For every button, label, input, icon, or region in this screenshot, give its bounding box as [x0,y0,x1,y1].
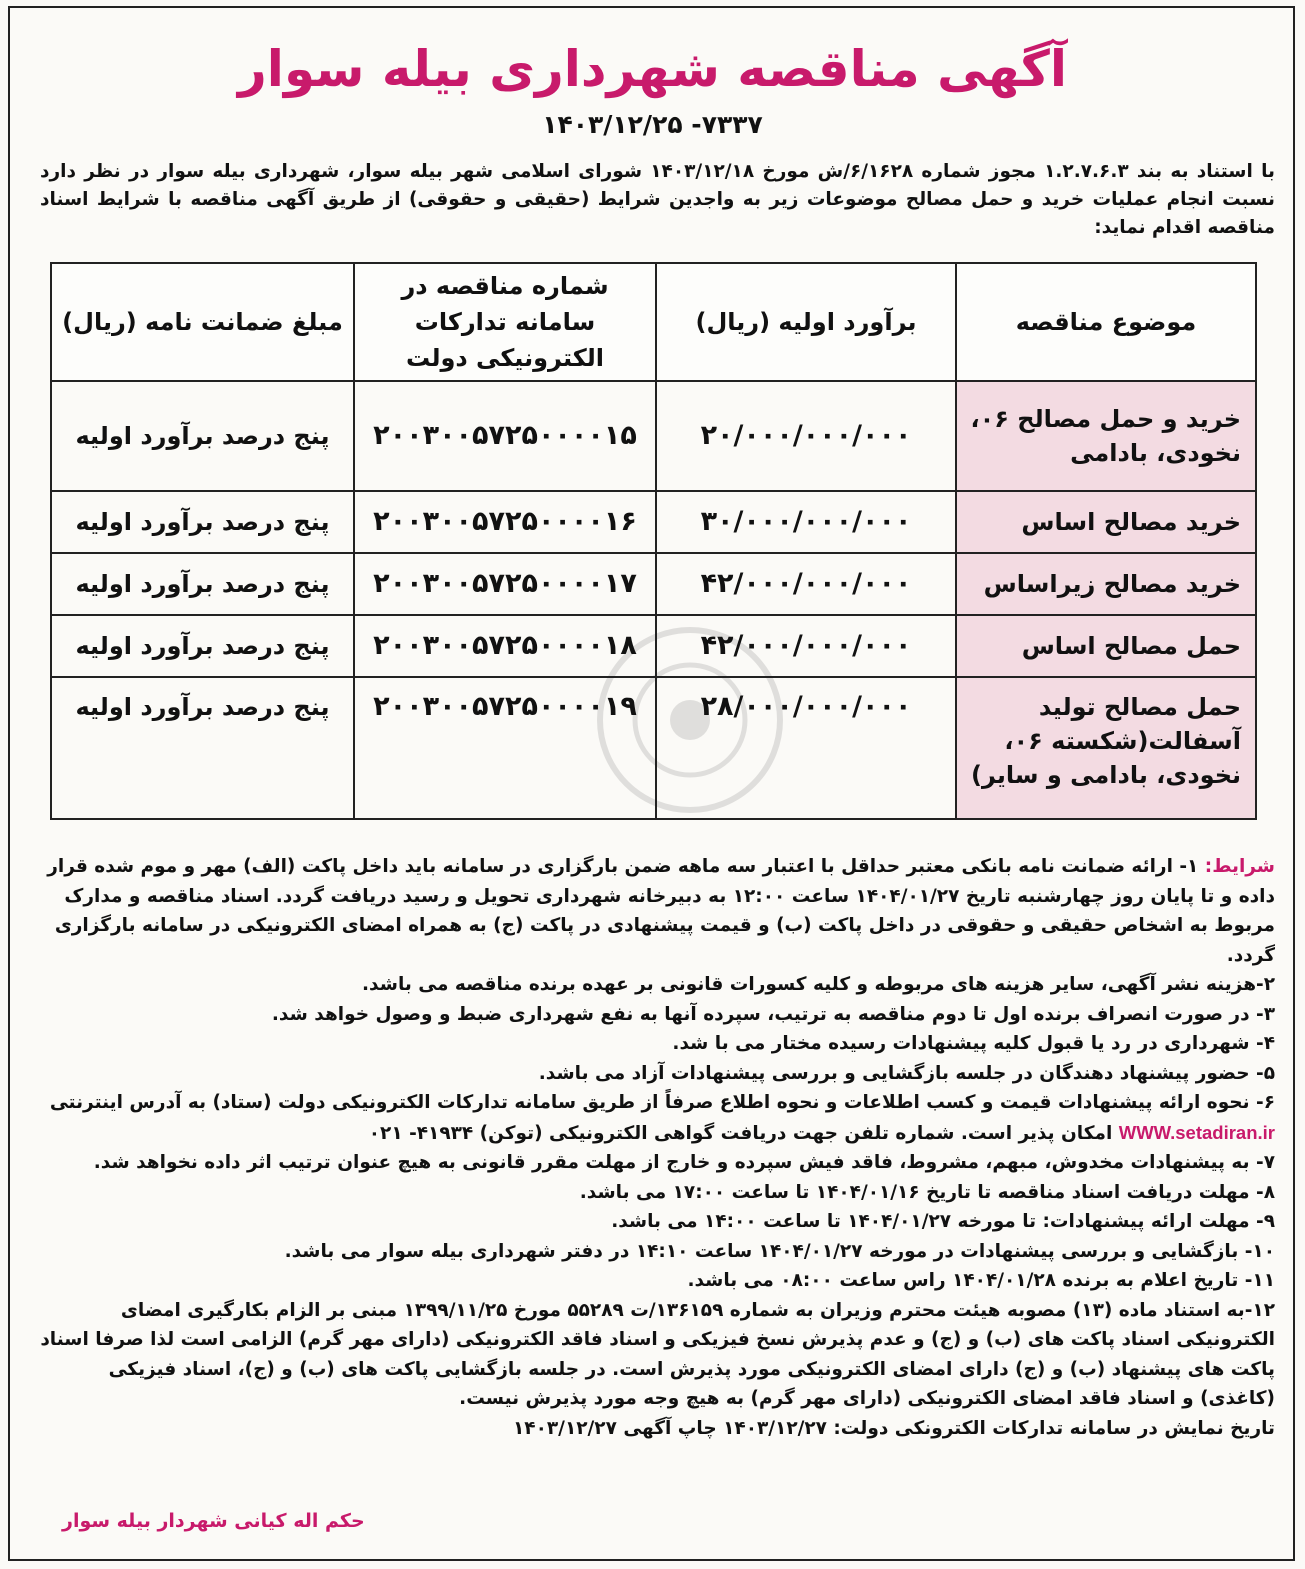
cell-subject: حمل مصالح اساس [956,615,1256,677]
cell-guarantee: پنج درصد برآورد اولیه [51,491,354,553]
cell-subject: خرید مصالح زیراساس [956,553,1256,615]
condition-item-5: ۵- حضور پیشنهاد دهندگان در جلسه بازگشایی و بررسی پیشنهادات آزاد می باشد. [538,1062,1275,1084]
condition-text: ۱- ارائه ضمانت نامه بانکی معتبر حداقل با اعتبار سه ماهه ضمن بارگزاری در سامانه باید داخل پاکت (الف) مهر و موم شده قرار داده و تا پایان روز چهارشنبه تاریخ ۱۴۰۴/۰۱/۲۷ ساعت ۱۲:۰۰ به دبیرخانه شهرداری تحویل و رسید دریافت گردد. اسناد مناقصه و مدارک مربوط به اشخاص حقیقی و حقوقی در داخل پاکت (ب) و قیمت پیشنهادی در پاکت (ج) به همراه امضای الکترونیکی در سامانه بارگزاری گردد. [47,856,1275,966]
cell-tender-number: ۲۰۰۳۰۰۵۷۲۵۰۰۰۰۱۹ [354,677,656,819]
conditions-label: شرایط: [1204,856,1275,877]
cell-guarantee: پنج درصد برآورد اولیه [51,677,354,819]
condition-item-7: ۷- به پیشنهادات مخدوش، مبهم، مشروط، فاقد فیش سپرده و خارج از مهلت مقرر قانونی به هیچ عنوان ترتیب اثر داده نخواهد شد. [93,1152,1275,1173]
condition-item-1 [40,852,1275,970]
cell-estimate: ۴۲/۰۰۰/۰۰۰/۰۰۰ [656,615,956,677]
notice-title: آگهی مناقصه شهرداری بیله سوار [238,40,1067,98]
cell-estimate: ۲۰/۰۰۰/۰۰۰/۰۰۰ [656,381,956,491]
condition-text: ۶- نحوه ارائه پیشنهادات قیمت و کسب اطلاعات و نحوه اطلاع صرفاً از طریق سامانه تدارکات الکترونیکی دولت (ستاد) به آدرس اینترنتی [49,1092,1275,1113]
signature: حکم اله کیانی شهردار بیله سوار [62,1510,365,1532]
cell-estimate: ۳۰/۰۰۰/۰۰۰/۰۰۰ [656,491,956,553]
condition-item-4: ۴- شهرداری در رد یا قبول کلیه پیشنهادات رسیده مختار می با شد. [672,1033,1275,1054]
cell-tender-number: ۲۰۰۳۰۰۵۷۲۵۰۰۰۰۱۸ [354,615,656,677]
condition-item-2: ۲-هزینه نشر آگهی، سایر هزینه های مربوطه و کلیه کسورات قانونی بر عهده برنده مناقصه می باشد. [362,974,1275,995]
cell-guarantee: پنج درصد برآورد اولیه [51,615,354,677]
display-date: تاریخ نمایش در سامانه تدارکات الکترونکی دولت: ۱۴۰۳/۱۲/۲۷ چاپ آگهی ۱۴۰۳/۱۲/۲۷ [513,1417,1275,1439]
condition-item-9: ۹- مهلت ارائه پیشنهادات: تا مورخه ۱۴۰۴/۰۱/۲۷ تا ساعت ۱۴:۰۰ می باشد. [611,1211,1275,1232]
cell-subject: خرید مصالح اساس [956,491,1256,553]
condition-item-10: ۱۰- بازگشایی و بررسی پیشنهادات در مورخه ۱۴۰۴/۰۱/۲۷ ساعت ۱۴:۱۰ در دفتر شهرداری بیله سوار می باشد. [284,1240,1275,1262]
table-row [51,553,1256,615]
condition-item-11: ۱۱- تاریخ اعلام به برنده ۱۴۰۴/۰۱/۲۸ راس ساعت ۰۸:۰۰ می باشد. [687,1270,1275,1291]
conditions-section [40,852,1275,1443]
header-guarantee: مبلغ ضمانت نامه (ریال) [51,263,354,381]
website-link[interactable]: WWW.setadiran.ir [1118,1121,1275,1143]
cell-tender-number: ۲۰۰۳۰۰۵۷۲۵۰۰۰۰۱۵ [354,381,656,491]
condition-item-8: ۸- مهلت دریافت اسناد مناقصه تا تاریخ ۱۴۰۴/۰۱/۱۶ تا ساعت ۱۷:۰۰ می باشد. [579,1181,1275,1203]
condition-text: امکان پذیر است. شماره تلفن جهت دریافت گواهی الکترونیکی (توکن) ۴۱۹۳۴- ۰۲۱ [368,1122,1113,1144]
header-subject: موضوع مناقصه [956,263,1256,381]
condition-item-12: ۱۲-به استناد ماده (۱۳) مصوبه هیئت محترم وزیران به شماره ۱۳۶۱۵۹/ت ۵۵۲۸۹ مورخ ۱۳۹۹/۱۱/۲۵ مبنی بر الزام بکارگیری امضای الکترونیکی اسناد پاکت های (ب) و (ج) و عدم پذیرش نسخ فیزیکی و اسناد فاقد الکترونیکی (دارای مهر گرم) الزامی است لذا صرفا اسناد پاکت های پیشنهاد (ب) و (ج) دارای امضای الکترونیکی مورد پذیرش است. در جلسه بازگشایی پاکت های (ب) و (ج)، اسناد فیزیکی (کاغذی) و اسناد فاقد امضای الکترونیکی (دارای مهر گرم) به هیچ وجه مورد پذیرش نیست. [40,1299,1275,1409]
cell-guarantee: پنج درصد برآورد اولیه [51,553,354,615]
cell-tender-number: ۲۰۰۳۰۰۵۷۲۵۰۰۰۰۱۶ [354,491,656,553]
table-header-row [51,263,1256,381]
header-tender-number: شماره مناقصه در سامانه تدارکات الکترونیکی دولت [354,263,656,381]
table-row [51,615,1256,677]
condition-item-3: ۳- در صورت انصراف برنده اول تا دوم مناقصه به ترتیب، سپرده آنها به نفع شهرداری ضبط و وصول خواهد شد. [271,1003,1275,1025]
cell-tender-number: ۲۰۰۳۰۰۵۷۲۵۰۰۰۰۱۷ [354,553,656,615]
cell-subject: حمل مصالح تولید آسفالت(شکسته ۰۶، نخودی، بادامی و سایر) [956,677,1256,819]
notice-number: ۷۳۳۷- ۱۴۰۳/۱۲/۲۵ [542,110,763,139]
table-row [51,381,1256,491]
header-estimate: برآورد اولیه (ریال) [656,263,956,381]
table-row [51,491,1256,553]
condition-item-6 [40,1088,1275,1148]
cell-subject: خرید و حمل مصالح ۰۶، نخودی، بادامی [956,381,1256,491]
table-row [51,677,1256,819]
cell-guarantee: پنج درصد برآورد اولیه [51,381,354,491]
intro-paragraph: با استناد به بند ۱.۲.۷.۶.۳ مجوز شماره ۶/۱۶۲۸/ش مورخ ۱۴۰۳/۱۲/۱۸ شورای اسلامی شهر بیله سوار، شهرداری بیله سوار در نظر دارد نسبت انجام عملیات خرید و حمل مصالح موضوعات زیر به واجدین شرایط (حقیقی و حقوقی) از طریق آگهی مناقصه با شرایط اسناد مناقصه اقدام نماید: [40,161,1275,238]
cell-estimate: ۴۲/۰۰۰/۰۰۰/۰۰۰ [656,553,956,615]
tender-table [50,262,1257,820]
cell-estimate: ۲۸/۰۰۰/۰۰۰/۰۰۰ [656,677,956,819]
